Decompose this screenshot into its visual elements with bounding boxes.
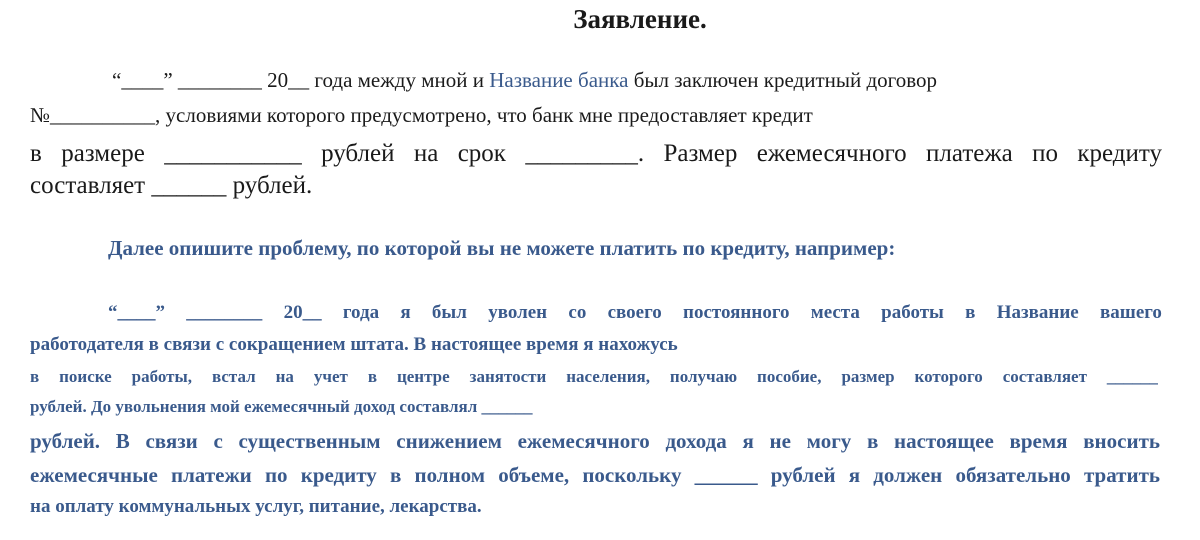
word: на bbox=[413, 140, 439, 167]
word: снижением bbox=[396, 429, 502, 453]
word: В bbox=[115, 429, 130, 453]
word: в bbox=[30, 140, 42, 167]
word: поиске bbox=[59, 367, 112, 386]
contract-date-text: ________ 20__ года между мной и bbox=[177, 68, 490, 92]
word: в bbox=[389, 463, 402, 487]
example-line-7: на оплату коммунальных услуг, питание, лекарства. bbox=[30, 496, 482, 517]
word: рублей bbox=[770, 463, 836, 487]
word: должен bbox=[873, 463, 943, 487]
word: был bbox=[431, 302, 467, 323]
word: ______ bbox=[694, 463, 758, 487]
word: в bbox=[30, 367, 40, 386]
word: встал bbox=[212, 367, 256, 386]
word: пособие, bbox=[757, 367, 822, 386]
example-line-6 bbox=[30, 463, 1160, 488]
word: ежемесячного bbox=[517, 429, 650, 453]
word: работы bbox=[881, 302, 944, 323]
word: получаю bbox=[669, 367, 738, 386]
word: уволен bbox=[488, 302, 548, 323]
word: могу bbox=[806, 429, 852, 453]
word: тратить bbox=[1083, 463, 1160, 487]
word: в bbox=[965, 302, 976, 323]
word: со bbox=[568, 302, 587, 323]
word: по bbox=[264, 463, 288, 487]
word: в bbox=[866, 429, 879, 453]
contract-line-payment: составляет ______ рублей. bbox=[30, 172, 313, 199]
word: вносить bbox=[1083, 429, 1160, 453]
word: ________ bbox=[186, 302, 263, 323]
word: размере bbox=[61, 140, 145, 167]
word: Размер bbox=[663, 140, 738, 167]
contract-text: был заключен кредитный договор bbox=[628, 68, 938, 92]
bank-name-placeholder: Название банка bbox=[489, 68, 629, 92]
contract-line-date bbox=[112, 68, 937, 93]
word: которого bbox=[914, 367, 983, 386]
word: центре bbox=[396, 367, 450, 386]
word: кредиту bbox=[1077, 140, 1162, 167]
word: я bbox=[742, 429, 754, 453]
word: рублей bbox=[321, 140, 395, 167]
word: года bbox=[342, 302, 380, 323]
word: кредиту bbox=[300, 463, 377, 487]
word: связи bbox=[145, 429, 198, 453]
example-line-1 bbox=[108, 302, 1162, 324]
word: платежи bbox=[170, 463, 252, 487]
contract-line-number: №__________, условиями которого предусмотрено, что банк мне предоставляет кредит bbox=[30, 103, 813, 127]
word: не bbox=[769, 429, 791, 453]
word: занятости bbox=[469, 367, 547, 386]
example-line-2: работодателя в связи с сокращением штата. В настоящее время я нахожусь bbox=[30, 334, 678, 355]
contract-line-amount bbox=[30, 140, 1162, 168]
word: ежемесячные bbox=[30, 463, 158, 487]
word: существенным bbox=[238, 429, 381, 453]
word: я bbox=[400, 302, 411, 323]
word: по bbox=[1032, 140, 1058, 167]
word: населения, bbox=[566, 367, 650, 386]
instruction-heading: Далее опишите проблему, по которой вы не можете платить по кредиту, например: bbox=[108, 236, 896, 260]
word: срок bbox=[457, 140, 506, 167]
word: в bbox=[367, 367, 378, 386]
word: ___________ bbox=[164, 140, 302, 167]
word: “____” bbox=[108, 302, 165, 323]
word: с bbox=[213, 429, 223, 453]
word: места bbox=[810, 302, 860, 323]
word: работы, bbox=[131, 367, 193, 386]
word: я bbox=[848, 463, 861, 487]
word: ______ bbox=[1106, 367, 1158, 386]
word: учет bbox=[313, 367, 348, 386]
word: рублей. bbox=[30, 429, 101, 453]
word: Название bbox=[996, 302, 1079, 323]
example-line-3 bbox=[30, 367, 1158, 387]
day-blank: ____ bbox=[121, 68, 164, 92]
word: поскольку bbox=[582, 463, 682, 487]
quote-open: “ bbox=[112, 68, 122, 92]
word: обязательно bbox=[955, 463, 1071, 487]
word: вашего bbox=[1100, 302, 1162, 323]
word: платежа bbox=[926, 140, 1013, 167]
word: дохода bbox=[665, 429, 727, 453]
word: постоянного bbox=[683, 302, 790, 323]
word: ежемесячного bbox=[756, 140, 907, 167]
word: составляет bbox=[1002, 367, 1087, 386]
quote-close: ” bbox=[163, 68, 173, 92]
example-line-4: рублей. До увольнения мой ежемесячный доход составлял ______ bbox=[30, 397, 533, 416]
word: размер bbox=[841, 367, 895, 386]
word: полном bbox=[414, 463, 486, 487]
document-title: Заявление. bbox=[573, 4, 707, 34]
word: настоящее bbox=[894, 429, 994, 453]
word: время bbox=[1009, 429, 1068, 453]
word: объеме, bbox=[498, 463, 570, 487]
word: 20__ bbox=[283, 302, 322, 323]
example-line-5 bbox=[30, 429, 1160, 454]
word: своего bbox=[607, 302, 662, 323]
word: на bbox=[275, 367, 294, 386]
word: _________. bbox=[525, 140, 645, 167]
